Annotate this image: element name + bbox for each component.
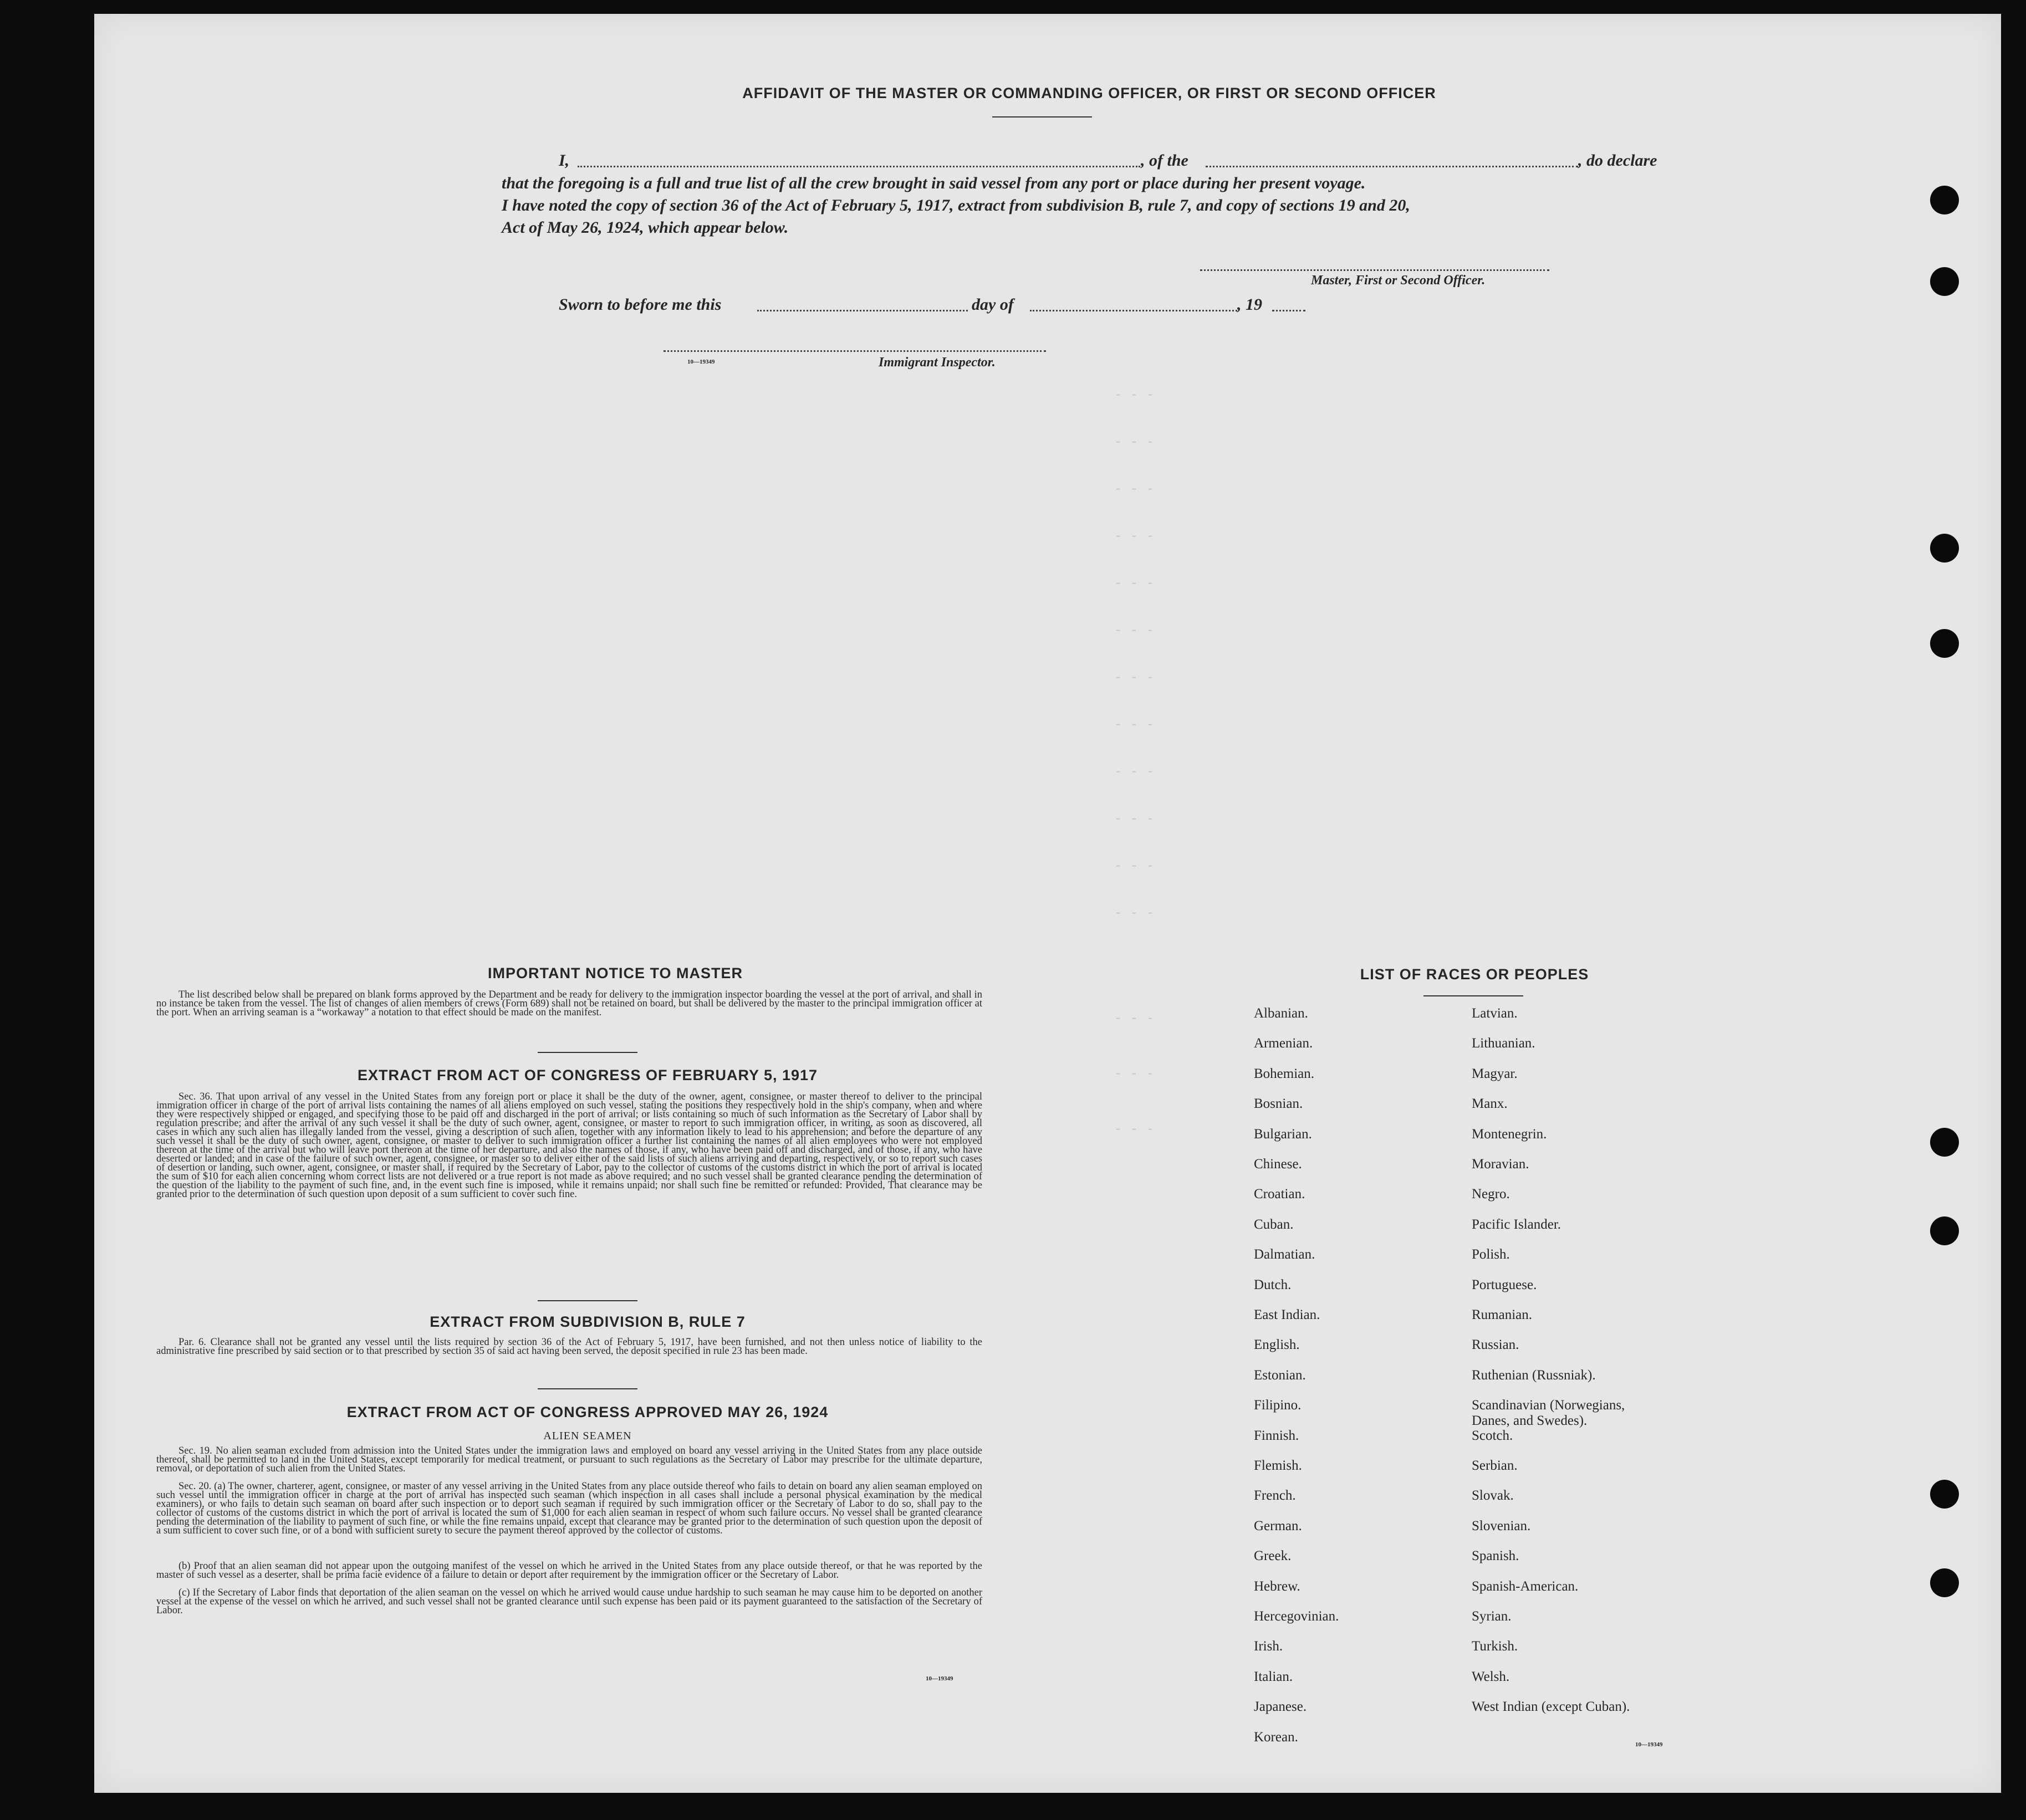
bleed-through-row: - - - xyxy=(1114,388,1155,403)
race-item: Danes, and Swedes). xyxy=(1472,1413,1588,1429)
race-item: Finnish. xyxy=(1254,1428,1299,1443)
master-signature-line xyxy=(1200,269,1549,271)
affidavit-title: AFFIDAVIT OF THE MASTER OR COMMANDING OFFICER, OR FIRST OR SECOND OFFICER xyxy=(742,85,1436,101)
binder-hole xyxy=(1930,1128,1959,1157)
race-item: Scandinavian (Norwegians, xyxy=(1472,1398,1625,1413)
notice-title: IMPORTANT NOTICE TO MASTER xyxy=(488,965,743,981)
inspector-signature-line xyxy=(664,350,1046,352)
race-item: Pacific Islander. xyxy=(1472,1216,1561,1232)
form-number-top: 10—19349 xyxy=(687,359,715,365)
bleed-through-row: - - - xyxy=(1114,859,1155,874)
race-item: Japanese. xyxy=(1254,1699,1307,1715)
name-blank xyxy=(578,166,1140,167)
binder-hole xyxy=(1930,534,1959,563)
race-item: Magyar. xyxy=(1472,1066,1518,1081)
binder-hole xyxy=(1930,1216,1959,1245)
divider xyxy=(538,1300,637,1301)
year-blank xyxy=(1272,310,1305,311)
affidavit-i: I, xyxy=(559,151,570,170)
race-item: Irish. xyxy=(1254,1639,1283,1654)
race-item: Flemish. xyxy=(1254,1458,1302,1473)
races-title: LIST OF RACES OR PEOPLES xyxy=(1360,966,1589,983)
race-item: Rumanian. xyxy=(1472,1307,1533,1322)
race-item: Dalmatian. xyxy=(1254,1247,1315,1262)
binder-hole xyxy=(1930,1568,1959,1597)
race-item: Negro. xyxy=(1472,1187,1510,1202)
extract-1917-text: Sec. 36. That upon arrival of any vessel in the United States from any foreign port or place it shall be the duty of the owner, agent, consignee, or master thereof to deliver to the principal immigration officer in charge of the port of arrival lists containing the names of all aliens employed on such vessel, stating the positions they respectively hold in the ship's company, when and where they were respectively shipped or engaged, and specifying those to be paid off and discharged in the port of arrival; or lists containing so much of such information as the Secretary of Labor shall by regulation prescribe; and after the arrival of any such vessel it shall be the duty of such owner, agent, consignee, or master to report to such immigration officer, in writing, as soon as discovered, all cases in which any such alien has illegally landed from the vessel, giving a description of such alien, together with any information likely to lead to his apprehension; and before the departure of any such vessel it shall be the duty of such owner, agent, consignee, or master to deliver to such immigration officer a further list containing the names of all alien employees who were not employed thereon at the time of the arrival but who will leave port thereon at the time of her departure, and also the names of those, if any, who have been paid off and discharged, and of those, if any, who have deserted or landed; and in case of the failure of such owner, agent, consignee, or master so to deliver either of the said lists of such aliens arriving and departing, respectively, or so to report such cases of desertion or landing, such owner, agent, consignee, or master shall, if required by the Secretary of Labor, pay to the collector of customs of the customs district in which the port of arrival is located the sum of $10 for each alien concerning whom correct lists are not delivered or a true report is not made as above required; and no such vessel shall be granted clearance pending the determination of the question of the liability to the payment of such fine, and, in the event such fine is imposed, while it remains unpaid; nor shall such fine be remitted or refunded: Provided, That clearance may be granted prior to the determination of such question upon deposit of a sum sufficient to cover such fine. xyxy=(156,1091,982,1200)
bleed-through-row: - - - xyxy=(1114,1067,1155,1082)
bleed-through-row: - - - xyxy=(1114,906,1155,921)
affidavit-line-3: I have noted the copy of section 36 of the Act of February 5, 1917, extract from subdivision B, rule 7, and copy of sections 19 and 20, xyxy=(502,196,1410,214)
bleed-through-row: - - - xyxy=(1114,623,1155,638)
affidavit-line-2: that the foregoing is a full and true list of all the crew brought in said vessel from any port or place during her present voyage. xyxy=(502,174,1366,192)
race-item: Estonian. xyxy=(1254,1367,1306,1383)
race-item: Turkish. xyxy=(1472,1639,1518,1654)
binder-hole xyxy=(1930,1480,1959,1509)
race-item: Moravian. xyxy=(1472,1157,1529,1172)
race-item: Hebrew. xyxy=(1254,1578,1300,1594)
sworn-prefix: Sworn to before me this xyxy=(559,295,722,314)
extract-1924-title: EXTRACT FROM ACT OF CONGRESS APPROVED MAY 26, 1924 xyxy=(346,1404,829,1420)
binder-hole xyxy=(1930,186,1959,214)
race-item: Scotch. xyxy=(1472,1428,1513,1443)
race-item: Bosnian. xyxy=(1254,1096,1303,1112)
bleed-through-row: - - - xyxy=(1114,576,1155,591)
bleed-through-row: - - - xyxy=(1114,671,1155,686)
race-item: Slovak. xyxy=(1472,1488,1514,1504)
notice-text: The list described below shall be prepared on blank forms approved by the Department and be ready for delivery to the immigration inspector boarding the vessel at the port of arrival, and shall in no instance be taken from the vessel. The list of changes of alien members of crews (Form 689) shall not be retained on board, but shall be delivered by the master to the principal immigration officer at the port. When an arriving seaman is a “workaway” a notation to that effect should be made on the manifest. xyxy=(156,989,982,1018)
race-item: Polish. xyxy=(1472,1247,1510,1262)
affidavit-of-the: , of the xyxy=(1141,151,1188,170)
form-number-bottom-right: 10—19349 xyxy=(1635,1741,1663,1748)
sec-20a-text: Sec. 20. (a) The owner, charterer, agent, consignee, or master of any vessel arriving in the United States from any place outside thereof who fails to detain on board any alien seaman employed on such vessel until the immigration officer in charge at the port of arrival has inspected such seaman (which inspection in all cases shall include a personal physical examination by the medical examiners), or who fails to detain such seaman on board after such inspection or to deport such seaman if required by such immigration officer or the Secretary of Labor to do so, shall pay to the collector of customs of the customs district in which the port of arrival is located the sum of $1,000 for each alien seaman in respect of whom such failure occurs. No vessel shall be granted clearance pending the determination of the liability to payment of such fine, or while the fine remains unpaid, except that clearance may be granted prior to the determination of such question upon the deposit of a sum sufficient to cover such fine, or of a bond with sufficient surety to secure the payment thereof approved by the collector of customs. xyxy=(156,1481,982,1536)
affidavit-line-4: Act of May 26, 1924, which appear below. xyxy=(502,218,789,237)
race-item: Slovenian. xyxy=(1472,1518,1531,1533)
race-item: Hercegovinian. xyxy=(1254,1609,1339,1624)
race-item: Spanish-American. xyxy=(1472,1578,1579,1594)
day-blank xyxy=(757,310,968,311)
race-item: Ruthenian (Russniak). xyxy=(1472,1367,1596,1383)
document-page xyxy=(94,14,2001,1793)
race-item: Latvian. xyxy=(1472,1006,1518,1021)
race-item: East Indian. xyxy=(1254,1307,1320,1322)
race-item: Bulgarian. xyxy=(1254,1126,1312,1142)
sec-19-text: Sec. 19. No alien seaman excluded from admission into the United States under the immigration laws and employed on board any vessel arriving in the United States from any place outside thereof, shall be permitted to land in the United States, except temporarily for medical treatment, or pursuant to such regulations as the Secretary of Labor may prescribe for the ultimate departure, removal, or deportation of such alien from the United States. xyxy=(156,1445,982,1474)
race-item: Greek. xyxy=(1254,1548,1292,1564)
bleed-through-row: - - - xyxy=(1114,765,1155,780)
bleed-through-row: - - - xyxy=(1114,482,1155,497)
race-item: Italian. xyxy=(1254,1669,1293,1684)
race-item: West Indian (except Cuban). xyxy=(1472,1699,1630,1715)
race-item: Lithuanian. xyxy=(1472,1036,1535,1051)
race-item: Russian. xyxy=(1472,1337,1519,1353)
race-item: Welsh. xyxy=(1472,1669,1510,1684)
race-item: Filipino. xyxy=(1254,1398,1302,1413)
race-item: German. xyxy=(1254,1518,1302,1533)
bleed-through-row: - - - xyxy=(1114,1122,1155,1137)
race-item: Dutch. xyxy=(1254,1277,1292,1292)
binder-hole xyxy=(1930,267,1959,296)
bleed-through-row: - - - xyxy=(1114,1011,1155,1026)
vessel-blank xyxy=(1206,166,1578,167)
sec-20c-text: (c) If the Secretary of Labor finds that deportation of the alien seaman on the vessel on which he arrived would cause undue hardship to such seaman he may cause him to be deported on another vessel at the expense of the vessel on which he arrived, and such vessel shall not be granted clearance until such expense has been paid or its payment guaranteed to the satisfaction of the Secretary of Labor. xyxy=(156,1587,982,1616)
bleed-through-row: - - - xyxy=(1114,812,1155,827)
divider xyxy=(538,1052,637,1053)
master-caption: Master, First or Second Officer. xyxy=(1311,273,1486,288)
rule7-text: Par. 6. Clearance shall not be granted any vessel until the lists required by section 36 of the Act of February 5, 1917, have been furnished, and not then unless notice of liability to the administrative fine prescribed by said section or to that prescribed by section 35 of said act having been served, the deposit specified in rule 23 has been made. xyxy=(156,1337,982,1357)
binder-hole xyxy=(1930,629,1959,658)
race-item: Croatian. xyxy=(1254,1187,1305,1202)
race-item: Cuban. xyxy=(1254,1216,1294,1232)
race-item: Portuguese. xyxy=(1472,1277,1537,1292)
race-item: Manx. xyxy=(1472,1096,1508,1112)
rule7-title: EXTRACT FROM SUBDIVISION B, RULE 7 xyxy=(430,1313,746,1330)
race-item: Armenian. xyxy=(1254,1036,1313,1051)
form-number-bottom-left: 10—19349 xyxy=(926,1675,953,1682)
race-item: Serbian. xyxy=(1472,1458,1518,1473)
race-item: Chinese. xyxy=(1254,1157,1302,1172)
title-underline xyxy=(992,116,1092,117)
inspector-caption: Immigrant Inspector. xyxy=(879,355,996,370)
race-item: Montenegrin. xyxy=(1472,1126,1547,1142)
divider xyxy=(1423,995,1523,996)
bleed-through-row: - - - xyxy=(1114,718,1155,733)
race-item: Spanish. xyxy=(1472,1548,1519,1564)
race-item: Syrian. xyxy=(1472,1609,1512,1624)
race-item: Bohemian. xyxy=(1254,1066,1315,1081)
year-prefix: , 19 xyxy=(1237,295,1262,314)
race-item: French. xyxy=(1254,1488,1296,1504)
day-of: day of xyxy=(972,295,1014,314)
extract-1924-subtitle: ALIEN SEAMEN xyxy=(543,1430,632,1442)
affidavit-declare: , do declare xyxy=(1578,151,1657,170)
sec-20b-text: (b) Proof that an alien seaman did not appear upon the outgoing manifest of the vessel on which he arrived in the United States from any place outside thereof, or that he was reported by the master of such vessel as a deserter, shall be prima facie evidence of a failure to detain or deport after requirement by the immigration officer or the Secretary of Labor. xyxy=(156,1561,982,1581)
divider xyxy=(538,1388,637,1389)
bleed-through-row: - - - xyxy=(1114,529,1155,544)
race-item: Korean. xyxy=(1254,1729,1298,1745)
race-item: Albanian. xyxy=(1254,1006,1308,1021)
month-blank xyxy=(1030,310,1237,311)
race-item: English. xyxy=(1254,1337,1300,1353)
extract-1917-title: EXTRACT FROM ACT OF CONGRESS OF FEBRUARY 5, 1917 xyxy=(357,1067,818,1083)
bleed-through-row: - - - xyxy=(1114,435,1155,450)
